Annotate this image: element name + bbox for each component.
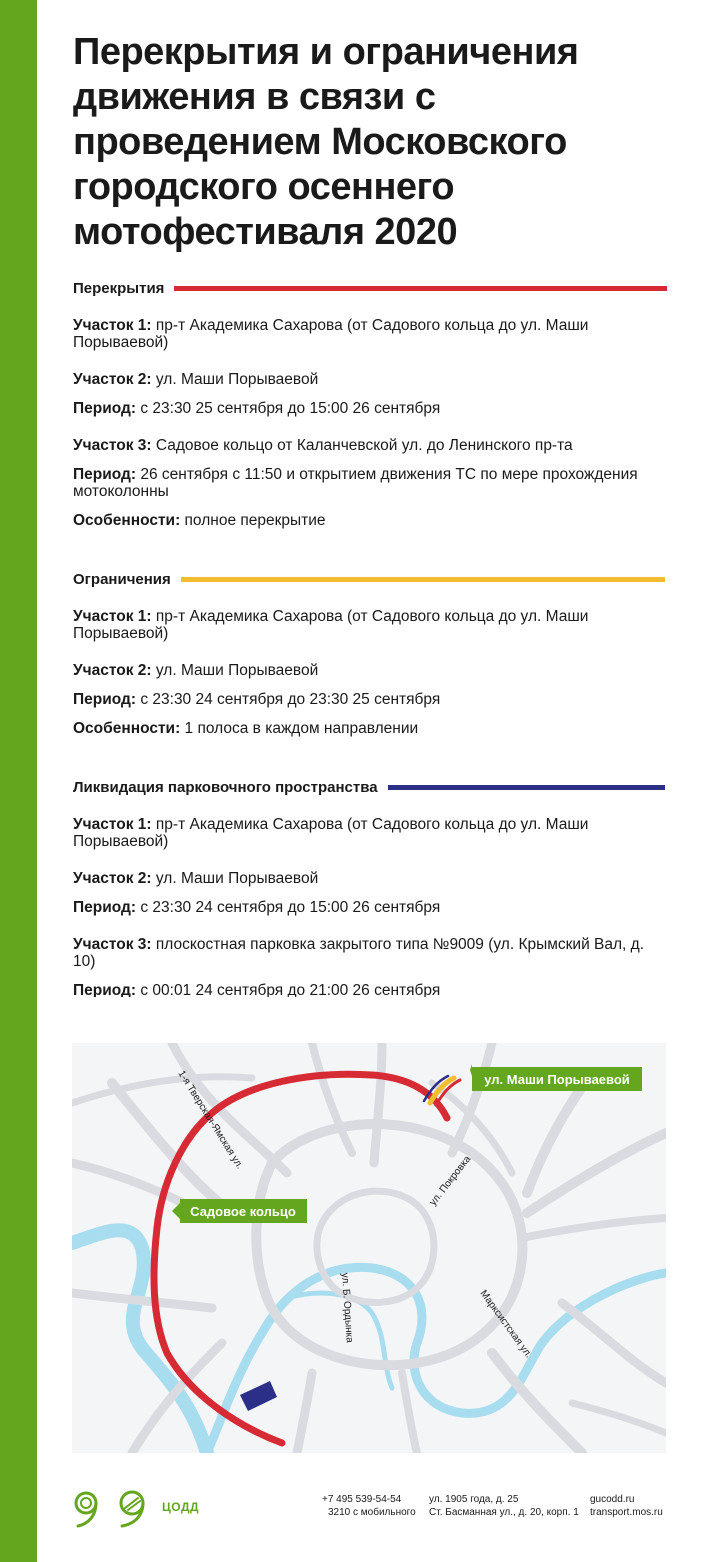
parking-entry-2: Участок 2: ул. Маши Порываевой <box>73 870 319 887</box>
section-heading-label: Перекрытия <box>73 279 165 297</box>
closure-entry-4: Участок 3: Садовое кольцо от Каланчевской ул. до Ленинского пр-та <box>73 437 573 454</box>
closure-entry-6: Особенности: полное перекрытие <box>73 512 326 529</box>
footer-site-1[interactable]: gucodd.ru <box>590 1494 635 1505</box>
section-divider-yellow <box>181 577 665 582</box>
callout-ring-label: Садовое кольцо <box>190 1204 296 1219</box>
footer-phone-2: 3210 с мобильного <box>328 1507 416 1518</box>
footer-addresses <box>429 1493 579 1519</box>
parking-entry-4: Участок 3: плоскостная парковка закрытого типа №9009 (ул. Крымский Вал, д. 10) <box>73 936 645 970</box>
parking-lot-marker <box>240 1381 277 1411</box>
footer-sites <box>590 1493 663 1519</box>
footer-site-2[interactable]: transport.mos.ru <box>590 1507 663 1518</box>
section-divider-blue <box>388 785 665 790</box>
footer-phone-1[interactable]: +7 495 539-54-54 <box>322 1494 402 1505</box>
codd-logo-icon <box>70 1488 155 1528</box>
section-parking-heading <box>73 777 665 797</box>
restriction-entry-2: Участок 2: ул. Маши Порываевой <box>73 662 319 679</box>
road-network <box>72 1043 666 1453</box>
closure-entry-1: Участок 1: пр-т Академика Сахарова (от Садового кольца до ул. Маши Порываевой) <box>73 317 589 351</box>
section-restrictions-heading <box>73 569 665 589</box>
section-heading-label: Ограничения <box>73 570 171 588</box>
map-drawing <box>72 1043 666 1453</box>
restriction-entry-1: Участок 1: пр-т Академика Сахарова (от Садового кольца до ул. Маши Порываевой) <box>73 608 589 642</box>
callout-masha-label: ул. Маши Порываевой <box>484 1072 630 1087</box>
street-label-ordynka: ул. Б. Ордынка <box>339 1272 355 1344</box>
section-closures-heading <box>73 278 667 298</box>
route-map <box>72 1043 666 1453</box>
footer-address-1: ул. 1905 года, д. 25 <box>429 1494 519 1505</box>
street-label-tverskaya: 1-я Тверская-Ямская ул. <box>175 1068 246 1172</box>
restriction-entry-4: Особенности: 1 полоса в каждом направлении <box>73 720 419 737</box>
closure-entry-3: Период: с 23:30 25 сентября до 15:00 26 сентября <box>73 400 441 417</box>
parking-entry-3: Период: с 23:30 24 сентября до 15:00 26 сентября <box>73 899 441 916</box>
section-heading-label: Ликвидация парковочного пространства <box>73 778 378 796</box>
footer-address-2: Ст. Басманная ул., д. 20, корп. 1 <box>429 1507 579 1518</box>
restriction-entry-3: Период: с 23:30 24 сентября до 23:30 25 сентября <box>73 691 441 708</box>
section-divider-red <box>174 286 667 291</box>
footer-phones <box>322 1493 416 1519</box>
street-label-marksistskaya: Марксистская ул. <box>477 1288 535 1361</box>
parking-entry-5: Период: с 00:01 24 сентября до 21:00 26 сентября <box>73 982 441 997</box>
closure-entry-2: Участок 2: ул. Маши Порываевой <box>73 371 319 388</box>
street-label-pokrovka: ул. Покровка <box>427 1153 474 1208</box>
parking-entry-1: Участок 1: пр-т Академика Сахарова (от Садового кольца до ул. Маши Порываевой) <box>73 816 589 850</box>
codd-logo-text: ЦОДД <box>162 1500 200 1514</box>
page-title: Перекрытия и ограничения движения в связи с проведением Московского городского осеннего мотофестиваля 2020 <box>73 31 579 253</box>
callout-masha-poryvaeva <box>470 1064 642 1091</box>
callout-garden-ring <box>172 1199 307 1223</box>
closure-entry-5: Период: 26 сентября с 11:50 и открытием движения ТС по мере прохождения мотоколонны <box>73 466 638 500</box>
